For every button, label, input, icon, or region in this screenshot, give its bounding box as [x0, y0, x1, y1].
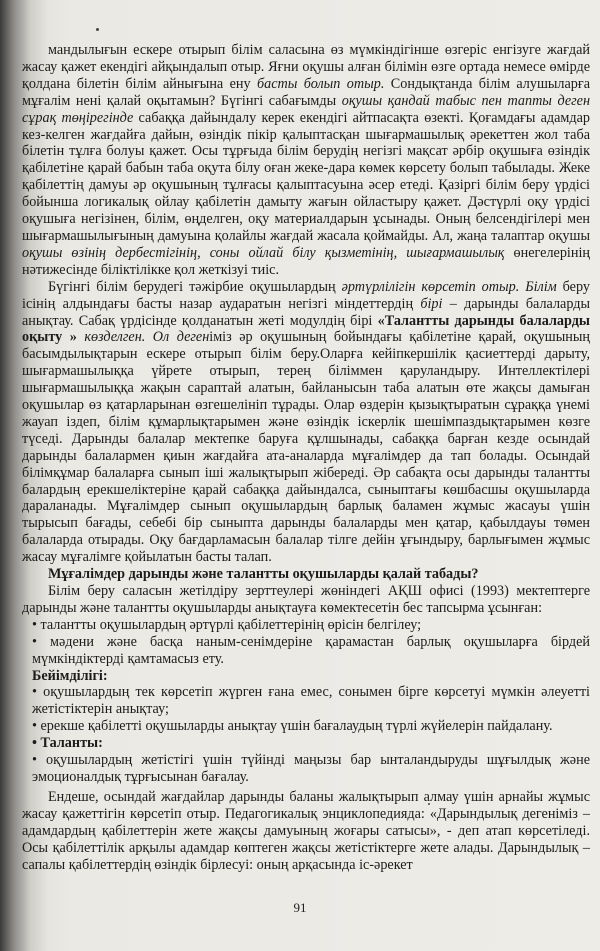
list-item: • оқушылардың жетістігі үшін түйінді маңызы бар ынталандыруды шұғылдық және эмоционалдық тұрғысынан бағалау. [32, 752, 590, 785]
italic-run: оқушы қандай табыс пен тапты деген сұрақ төңірегінде [22, 92, 591, 126]
subheading-aptitude: Бейімділігі: [32, 667, 108, 684]
italic-run: бірі [420, 295, 443, 312]
list-item: • оқушылардың тек көрсетіп жүрген ғана емес, сонымен бірге көрсетуі мүмкін әлеуетті жетістіктерін анықтау; [32, 684, 590, 718]
paragraph-3: Білім беру саласын жетілдіру зерттеулері жөніндегі АҚШ офисі (1993) мектептерге дарынды және талантты оқушыларды анықтауға көмектесетін бес тапсырма ұсынған: [22, 583, 590, 616]
page-body [22, 42, 590, 873]
text-run: өнегелерінің нәтижесінде біліктілікке қол жеткізуі тиіс. [22, 244, 590, 278]
text-run: іміз әр оқушының бойындағы қабілетіне қарай, оқушының басымдылықтарын ескере отырып білім беру.Оларға кейіпкершілік қасиеттерді дарыту, шығармашылыққа үйрете отырып, терең біліммен қаруландыру. Интеллектілері шығармашылыққа жақын сараптай алатын, байланысын таба алатын өте жақсы дамыған оқушылар өз қатарларынан өзгешелініп тұрады. Олар өздерін қызықтыратын сұраққа үнемі жауап іздеп, білім құмарлықтарымен және өзіндік іскерлік шешімпаздықтарымен көзге түседі. Дарынды балалар мектепке баруға құлшынады, сабаққа барған кезде осындай дарынды балалармен қиын жағдайға ата-аналарда мұғалімдер да тап болады. Осындай білімқұмар балаларға сынып іші жалықтырып жібереді. Әр сабақта осы дарынды талантты балардың ерекшеліктеріне қарай сабаққа дайындалса, сыныптағы көшбасшы оқушыларда дараланады. Мұғалімдер сынып оқушылардың барлық баламен жұмыс жасауы үшін тырысып бағады, себебі бір сыныпта дарынды балаларды мен қатар, қабылдауы төмен балаларда отырады. Оқу бағдарламасын балалар тілге дейін ұғындыру, барлығымен жұмыс жасау мұғалімге қойылатын басты талап. [22, 329, 590, 566]
paragraph-2 [22, 279, 590, 566]
list-item: • ерекше қабілетті оқушыларды анықтау үшін бағалаудың түрлі жүйелерін пайдалану. [32, 718, 553, 735]
italic-run: әртүрлілігін көрсетіп отыр. Білім [341, 278, 557, 295]
list-item: • мәдени және басқа наным-сенімдеріне қарамастан барлық оқушыларға бірдей мүмкіндіктерді қамтамасыз ету. [32, 633, 590, 667]
text-run: Сондықтанда білім алушыларға мұғалім нені қалай оқытамын? Бүгінгі сабағымды [22, 75, 590, 109]
bold-run: «Талантты дарынды балаларды оқыту » [22, 312, 590, 346]
text-run: Бүгінгі білім берудегі тәжірбие оқушылардың [48, 278, 342, 295]
text-run: сабаққа дайындалу керек екендігі айтпасақта өзекті. Қоғамдағы адамдар кез-келген жағдайға дайын, өзіндік пікір қалыптасқан шығармашылық әрекеттен жол таба білетін тұлға болуы қажет. Осы тұрғыда білім берудің негізгі мақсат әрбір оқушыға өзіндік қабілетіне қарай бабын таба оқута білу оған жеке-дара көмек көрсету болып табылады. Жеке қабілеттің дамуы әр оқушының тұлғасы қалыптасуына әсер етеді. Қазіргі білім беру үрдісі бойынша логикалық ойлау қабілетін дамыту жағын ойластыру қажет. Дәстүрлі оқу үрдісі оқушыға негізінен, білім, өңделген, оқу материалдарын ұсынады. Оның белсендігілері мен шығармашылығының дамуына қолайлы жағдай жасала қоймайды. Ал, жаңа талаптар оқушы [22, 109, 590, 244]
italic-run: оқушы өзінің дербестігінің, соны ойлай білу қызметінің, шығармашылық [22, 244, 505, 261]
list-item: • талантты оқушылардың әртүрлі қабілеттерінің өрісін белгілеу; [32, 616, 422, 633]
italic-run: басты болып отыр. [257, 75, 385, 92]
subheading-talent: • Таланты: [32, 735, 103, 752]
paragraph-1 [22, 42, 590, 279]
section-heading: Мұғалімдер дарынды және талантты оқушыларды қалай табады? [48, 566, 479, 583]
italic-run: көзделген. Ол деген [84, 329, 210, 346]
paragraph-4: Ендеше, осындай жағдайлар дарынды баланы жалықтырып алмау үшін арнайы жұмыс жасау қажеттігін көрсетіп отыр. Педагогикалық энциклопедияда: «Дарындылық дегеніміз – адамдардың қабілеттерін жете жақсы дамуының жоғары сатысы», - деп атап көрсетіледі. Осы қабілеттілік арқылы адамдар көптеген жақсы жетістіктерге жете алады. Дарындылық – сапалы қабілеттердің өзіндік бірлесуі: оның арқасында іс-әрекет [22, 788, 590, 873]
print-speck [96, 28, 99, 31]
text-run: – дарынды балаларды анықтау. Сабақ үрдісінде қолданатын жеті модулдің бірі [22, 295, 590, 329]
page-number: 91 [293, 900, 307, 915]
text-run: мандылығын ескере отырып білім саласына өз мүмкіндігінше өзгеріс енгізуге жағдай жасау қажет екендігі айқындалып отыр. Яғни оқушы алған білімін өзге ортада немесе өмірде қолдана білетін білім айнығына ену [22, 42, 590, 92]
text-run: беру ісінің алдындағы басты назар аударатын негізгі міндеттердің [22, 278, 590, 312]
